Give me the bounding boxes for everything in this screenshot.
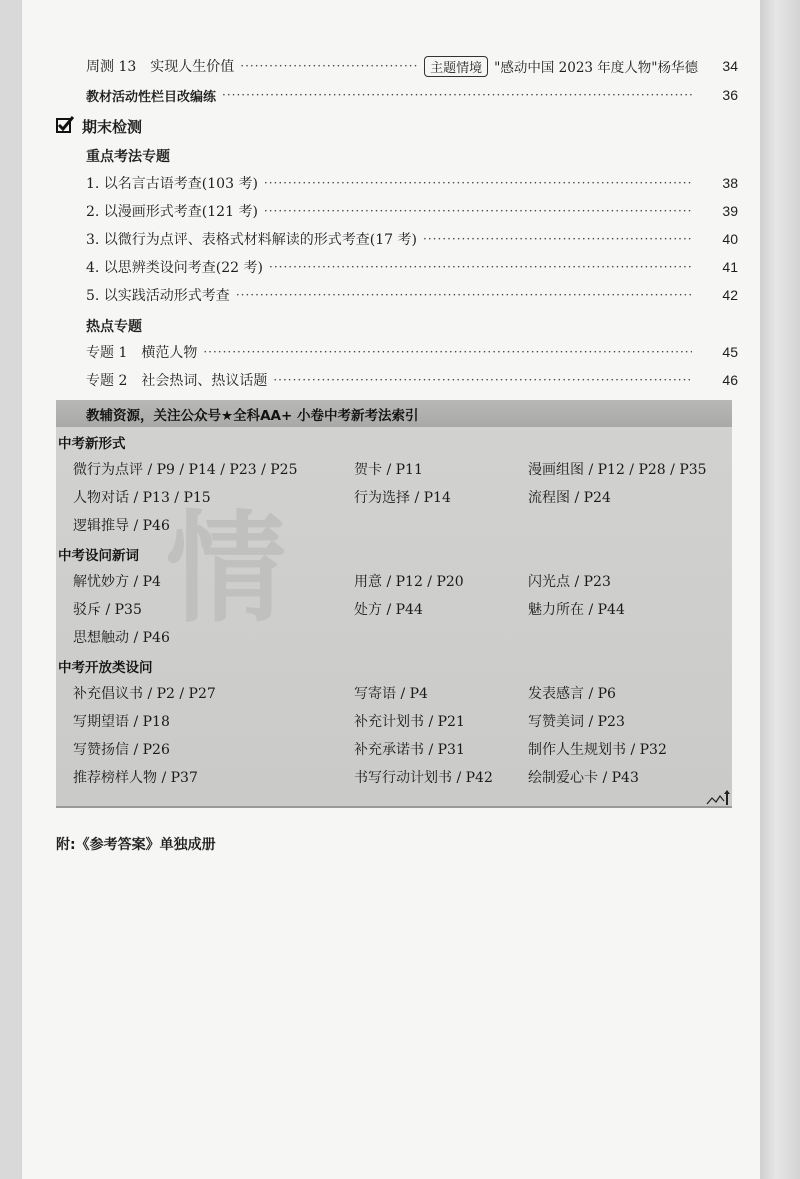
toc-row-weekly-13[interactable]	[86, 53, 738, 79]
index-item[interactable]: 流程图 / P24	[528, 490, 611, 506]
toc-label: 3. 以微行为点评、表格式材料解读的形式考查(17 考)	[86, 232, 417, 248]
section-heading-new-forms: 中考新形式	[58, 436, 126, 452]
dot-leader	[222, 88, 692, 102]
toc-label: 5. 以实践活动形式考查	[86, 288, 230, 304]
watermark-graphic: 情	[166, 500, 286, 639]
index-item[interactable]: 魅力所在 / P44	[528, 602, 625, 618]
toc-label: 周测 13 实现人生价值	[86, 59, 235, 75]
dot-leader	[269, 260, 692, 274]
hot-topics-heading: 热点专题	[86, 319, 142, 335]
index-item[interactable]: 补充倡议书 / P2 / P27	[73, 686, 216, 702]
dot-leader	[273, 373, 692, 387]
index-item[interactable]: 写寄语 / P4	[354, 686, 428, 702]
dot-leader	[203, 345, 692, 359]
toc-page-number: 40	[722, 231, 738, 247]
new-exam-methods-index-panel	[56, 400, 732, 808]
index-item[interactable]: 写赞扬信 / P26	[73, 742, 170, 758]
final-exam-heading: 期末检测	[82, 118, 143, 136]
toc-page-number: 38	[722, 175, 738, 191]
toc-row-key-topic-4[interactable]	[86, 254, 738, 280]
dot-leader	[264, 204, 692, 218]
index-item[interactable]: 写赞美词 / P23	[528, 714, 625, 730]
index-item[interactable]: 推荐榜样人物 / P37	[73, 770, 198, 786]
index-item[interactable]: 补充承诺书 / P31	[354, 742, 465, 758]
toc-row-activity[interactable]	[86, 82, 738, 108]
section-heading-open-questions: 中考开放类设问	[58, 660, 153, 676]
toc-label: 专题 2 社会热词、热议话题	[86, 373, 268, 389]
index-item[interactable]: 闪光点 / P23	[528, 574, 611, 590]
toc-page-number: 34	[722, 58, 738, 74]
toc-label: 专题 1 横范人物	[86, 345, 198, 361]
theme-text: "感动中国 2023 年度人物"杨华德	[494, 60, 698, 76]
index-item[interactable]: 驳斥 / P35	[73, 602, 142, 618]
page-edge	[760, 0, 800, 1179]
index-item[interactable]: 微行为点评 / P9 / P14 / P23 / P25	[73, 462, 298, 478]
toc-row-key-topic-3[interactable]	[86, 226, 738, 252]
appendix-note: 附:《参考答案》单独成册	[56, 837, 216, 853]
toc-page-number: 36	[722, 87, 738, 103]
index-item[interactable]: 补充计划书 / P21	[354, 714, 465, 730]
index-item[interactable]: 制作人生规划书 / P32	[528, 742, 667, 758]
index-item[interactable]: 用意 / P12 / P20	[354, 574, 464, 590]
toc-label: 1. 以名言古语考查(103 考)	[86, 176, 258, 192]
panel-title: 教辅资源，关注公众号★全科AA+ 小卷中考新考法索引	[86, 407, 419, 424]
index-item[interactable]: 贺卡 / P11	[354, 462, 423, 478]
section-heading-new-question-words: 中考设问新词	[58, 548, 139, 564]
zigzag-arrow-icon	[706, 788, 730, 806]
dot-leader	[240, 59, 418, 73]
toc-row-hot-topic-2[interactable]	[86, 367, 738, 393]
theme-tag: 主题情境	[424, 56, 488, 77]
key-topics-heading: 重点考法专题	[86, 149, 170, 165]
toc-row-hot-topic-1[interactable]	[86, 339, 738, 365]
dot-leader	[423, 232, 692, 246]
toc-label: 4. 以思辨类设问考查(22 考)	[86, 260, 263, 276]
index-item[interactable]: 人物对话 / P13 / P15	[73, 490, 211, 506]
index-item[interactable]: 思想触动 / P46	[73, 630, 170, 646]
dot-leader	[236, 288, 692, 302]
index-item[interactable]: 书写行动计划书 / P42	[354, 770, 493, 786]
checkbox-checked-icon	[56, 116, 74, 134]
dot-leader	[264, 176, 692, 190]
index-item[interactable]: 绘制爱心卡 / P43	[528, 770, 639, 786]
toc-page-number: 46	[722, 372, 738, 388]
toc-page-number: 39	[722, 203, 738, 219]
index-item[interactable]: 发表感言 / P6	[528, 686, 616, 702]
toc-page-number: 42	[722, 287, 738, 303]
toc-label: 教材活动性栏目改编练	[86, 89, 217, 105]
toc-row-key-topic-2[interactable]	[86, 198, 738, 224]
toc-row-key-topic-1[interactable]	[86, 170, 738, 196]
toc-page-number: 41	[722, 259, 738, 275]
index-item[interactable]: 解忧妙方 / P4	[73, 574, 161, 590]
index-item[interactable]: 漫画组图 / P12 / P28 / P35	[528, 462, 707, 478]
index-item[interactable]: 行为选择 / P14	[354, 490, 451, 506]
panel-title-bar	[56, 400, 732, 427]
index-item[interactable]: 处方 / P44	[354, 602, 423, 618]
toc-row-key-topic-5[interactable]	[86, 282, 738, 308]
toc-label: 2. 以漫画形式考查(121 考)	[86, 204, 258, 220]
index-item[interactable]: 写期望语 / P18	[73, 714, 170, 730]
index-item[interactable]: 逻辑推导 / P46	[73, 518, 170, 534]
toc-page-number: 45	[722, 344, 738, 360]
